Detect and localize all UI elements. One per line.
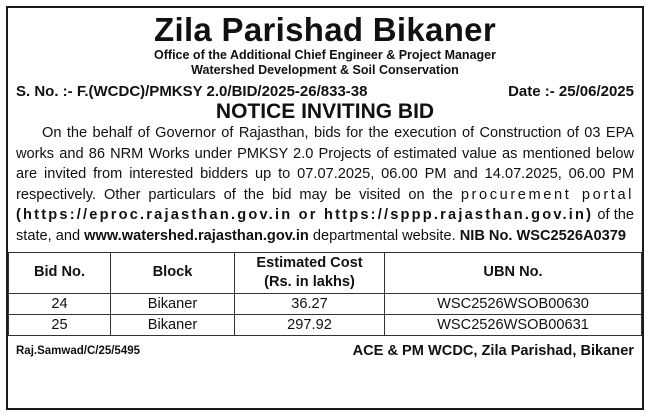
signatory: ACE & PM WCDC, Zila Parishad, Bikaner xyxy=(352,342,634,359)
header-cost-line-2: (Rs. in lakhs) xyxy=(264,273,355,290)
header-bid-no: Bid No. xyxy=(9,252,111,293)
cell-block: Bikaner xyxy=(111,293,235,314)
reference-row xyxy=(8,83,642,101)
samwad-reference: Raj.Samwad/C/25/5495 xyxy=(16,344,141,357)
header-ubn-no: UBN No. xyxy=(385,252,642,293)
footer-row xyxy=(8,343,642,359)
header-cost-line-1: Estimated Cost xyxy=(256,254,363,271)
cell-bid-no: 24 xyxy=(9,293,111,314)
body-part-3: departmental website. xyxy=(312,227,456,244)
header-estimated-cost xyxy=(235,252,385,293)
cell-ubn: WSC2526WSOB00631 xyxy=(385,314,642,335)
cell-ubn: WSC2526WSOB00630 xyxy=(385,293,642,314)
cell-cost: 297.92 xyxy=(235,314,385,335)
notice-date: Date :- 25/06/2025 xyxy=(508,83,634,100)
table-header-row xyxy=(9,252,642,293)
table-row xyxy=(9,293,642,314)
table-row xyxy=(9,314,642,335)
office-line-2: Watershed Development & Soil Conservation xyxy=(191,63,459,77)
cell-bid-no: 25 xyxy=(9,314,111,335)
notice-document xyxy=(6,6,644,410)
cell-block: Bikaner xyxy=(111,314,235,335)
serial-number: S. No. :- F.(WCDC)/PMKSY 2.0/BID/2025-26/833-38 xyxy=(16,83,368,100)
nib-number: NIB No. WSC2526A0379 xyxy=(459,227,626,244)
cell-cost: 36.27 xyxy=(235,293,385,314)
office-line-1: Office of the Additional Chief Engineer & Project Manager xyxy=(154,48,496,62)
portal-urls: (https://eproc.rajasthan.gov.in or https://sppp.rajasthan.gov.in) xyxy=(16,207,594,224)
notice-heading: NOTICE INVITING BID xyxy=(215,100,435,123)
header-block: Block xyxy=(111,252,235,293)
department-website: www.watershed.rajasthan.gov.in xyxy=(84,227,309,244)
body-part-2: of the state, and xyxy=(16,207,635,244)
notice-body xyxy=(8,123,642,247)
bid-table xyxy=(8,252,642,336)
organization-title: Zila Parishad Bikaner xyxy=(154,11,496,48)
body-part-1: On the behalf of Governor of Rajasthan, bids for the execution of Construction of 03 EPA works and 86 NRM Works under PMKSY 2.0 Projects of estimated value as mentioned below are invited from interested bidders up to 07.07.2025, 06.00 PM and 14.07.2025, 06.00 PM respectively. Other particulars of the bid may be visited on the xyxy=(16,125,634,203)
portal-word: procurement portal xyxy=(460,186,634,203)
